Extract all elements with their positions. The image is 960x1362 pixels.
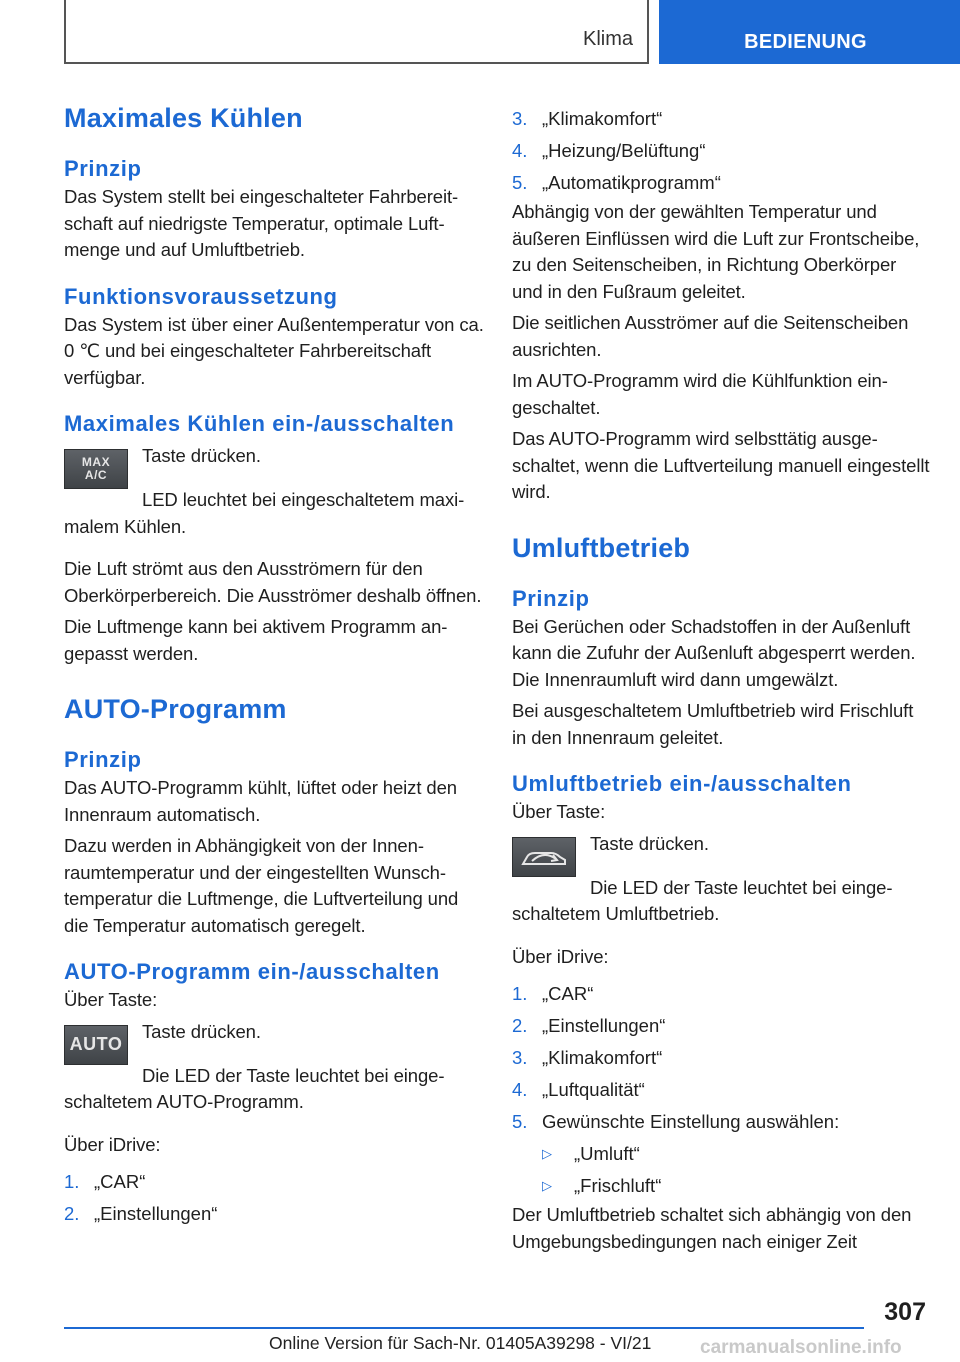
- list-item: 2. „Einstellungen“: [64, 1203, 218, 1224]
- auto-button-icon: AUTO: [64, 1025, 128, 1065]
- text-umluft-abhaengig: Der Umluftbetrieb schaltet sich abhängig von den Umgebungsbedingungen nach einiger Zeit: [512, 1204, 912, 1252]
- sub-list-item: ▷ „Umluft“: [512, 1138, 930, 1170]
- list-item: 4. „Heizung/Belüftung“: [512, 140, 706, 161]
- list-item: 3. „Klimakomfort“: [512, 1047, 663, 1068]
- page-number: 307: [884, 1298, 926, 1326]
- list-item: 5. „Automatikprogramm“: [512, 172, 721, 193]
- text-taste-druecken-umluft: Taste drücken.: [590, 832, 709, 854]
- text-auto-2: Dazu werden in Abhängigkeit von der Innenraumtemperatur und der eingestellten Wunschtemperatur die Luftmenge, die Luftverteilung und die Temperatur automatisch geregelt.: [64, 835, 459, 936]
- heading-prinzip: Prinzip: [64, 156, 142, 181]
- header-box: [64, 0, 649, 64]
- watermark: carmanualsonline.info: [700, 1337, 902, 1358]
- heading-prinzip-umluft: Prinzip: [512, 585, 590, 611]
- text-ueber-taste: Über Taste:: [64, 989, 158, 1010]
- text-luftmenge: Die Luftmenge kann bei aktivem Programm angepasst werden.: [64, 616, 448, 664]
- list-item: 2. „Einstellungen“: [512, 1015, 666, 1036]
- list-item: 1. „CAR“: [64, 1171, 146, 1192]
- heading-prinzip-auto: Prinzip: [64, 747, 142, 772]
- text-luft-stroemt: Die Luft strömt aus den Ausströmern für den Oberkörperbereich. Die Ausströmer deshalb öffnen.: [64, 558, 482, 606]
- triangle-bullet-icon: ▷: [542, 1146, 552, 1161]
- text-auto-1: Das AUTO-Programm kühlt, lüftet oder heizt den Innenraum automatisch.: [64, 777, 457, 825]
- max-ac-row: [64, 443, 484, 489]
- sub-list-item: ▷ „Frischluft“: [512, 1170, 930, 1202]
- text-taste-druecken-auto: Taste drücken.: [142, 1020, 261, 1042]
- text-gerueche: Bei Gerüchen oder Schadstoffen in der Außenluft kann die Zufuhr der Außenluft abgesperrt werden. Die Innenraumluft wird dann umgewälzt.: [512, 615, 916, 690]
- text-kuehlfunktion: Im AUTO-Programm wird die Kühlfunktion eingeschaltet.: [512, 370, 888, 418]
- idrive-list-continued: [512, 103, 930, 199]
- right-column: [512, 103, 930, 1260]
- text-taste-druecken: Taste drücken.: [142, 445, 261, 466]
- text-ueber-idrive-umluft: Über iDrive:: [512, 945, 609, 967]
- left-column: [64, 100, 484, 1230]
- sub-option-list: [512, 1138, 930, 1202]
- text-ueber-taste-umluft: Über Taste:: [512, 801, 606, 822]
- auto-row: [64, 1019, 484, 1065]
- text-prinzip: Das System stellt bei eingeschalteter Fahrbereitschaft auf niedrigste Temperatur, optimale Luftmenge und auf Umluftbetrieb.: [64, 186, 459, 260]
- list-item: 5. Gewünschte Einstellung auswählen:: [512, 1111, 840, 1132]
- car-recirculation-icon: [519, 844, 569, 870]
- heading-auto-programm: AUTO-Programm: [64, 694, 287, 724]
- list-item: 1. „CAR“: [512, 983, 594, 1004]
- idrive-list-right: [512, 978, 930, 1138]
- text-selbsttaetig: Das AUTO-Programm wird selbsttätig ausgeschaltet, wenn die Luftverteilung manuell eingestellt wird.: [512, 428, 930, 502]
- footer-divider: [64, 1327, 864, 1329]
- heading-funktionsvoraussetzung: Funktionsvoraussetzung: [64, 283, 338, 309]
- text-led-umluft: Die LED der Taste leuchtet bei eingeschaltetem Umluftbetrieb.: [512, 876, 893, 924]
- chapter-tab: BEDIENUNG: [659, 0, 960, 64]
- triangle-bullet-icon: ▷: [542, 1178, 552, 1193]
- idrive-list-left: [64, 1166, 484, 1230]
- text-seitliche-ausstroemer: Die seitlichen Ausströmer auf die Seitenscheiben ausrichten.: [512, 312, 909, 360]
- recirculation-button-icon: [512, 837, 576, 877]
- heading-umluft-ein-aus: Umluftbetrieb ein-/ausschalten: [512, 771, 852, 796]
- max-ac-button-icon: MAX A/C: [64, 449, 128, 489]
- text-led-auto: Die LED der Taste leuchtet bei eingeschaltetem AUTO-Programm.: [64, 1064, 445, 1112]
- umluft-row: [512, 831, 930, 877]
- list-item: 3. „Klimakomfort“: [512, 108, 663, 129]
- heading-maxkuehlen-ein-aus: Maximales Kühlen ein-/ausschalten: [64, 411, 455, 436]
- section-title: Klima: [582, 28, 633, 50]
- heading-umluftbetrieb: Umluftbetrieb: [512, 532, 691, 563]
- list-item: 4. „Luftqualität“: [512, 1079, 645, 1100]
- heading-auto-ein-aus: AUTO-Programm ein-/ausschalten: [64, 959, 440, 984]
- online-version-note: Online Version für Sach-Nr. 01405A39298 - VI/21: [269, 1333, 652, 1353]
- text-led-max: LED leuchtet bei eingeschaltetem maximalem Kühlen.: [64, 489, 465, 537]
- heading-maximales-kuehlen: Maximales Kühlen: [64, 103, 303, 133]
- text-frischluft: Bei ausgeschaltetem Umluftbetrieb wird Frischluft in den Innenraum geleitet.: [512, 700, 914, 748]
- text-funktionsvoraussetzung: Das System ist über einer Außentemperatur von ca. 0 ℃ und bei eingeschalteter Fahrbereitschaft verfügbar.: [64, 313, 484, 388]
- text-abhaengig: Abhängig von der gewählten Temperatur und äußeren Einflüssen wird die Luft zur Frontscheibe, zu den Seitenscheiben, in Richtung Oberkörper und in den Fußraum geleitet.: [512, 201, 920, 302]
- text-ueber-idrive: Über iDrive:: [64, 1133, 161, 1155]
